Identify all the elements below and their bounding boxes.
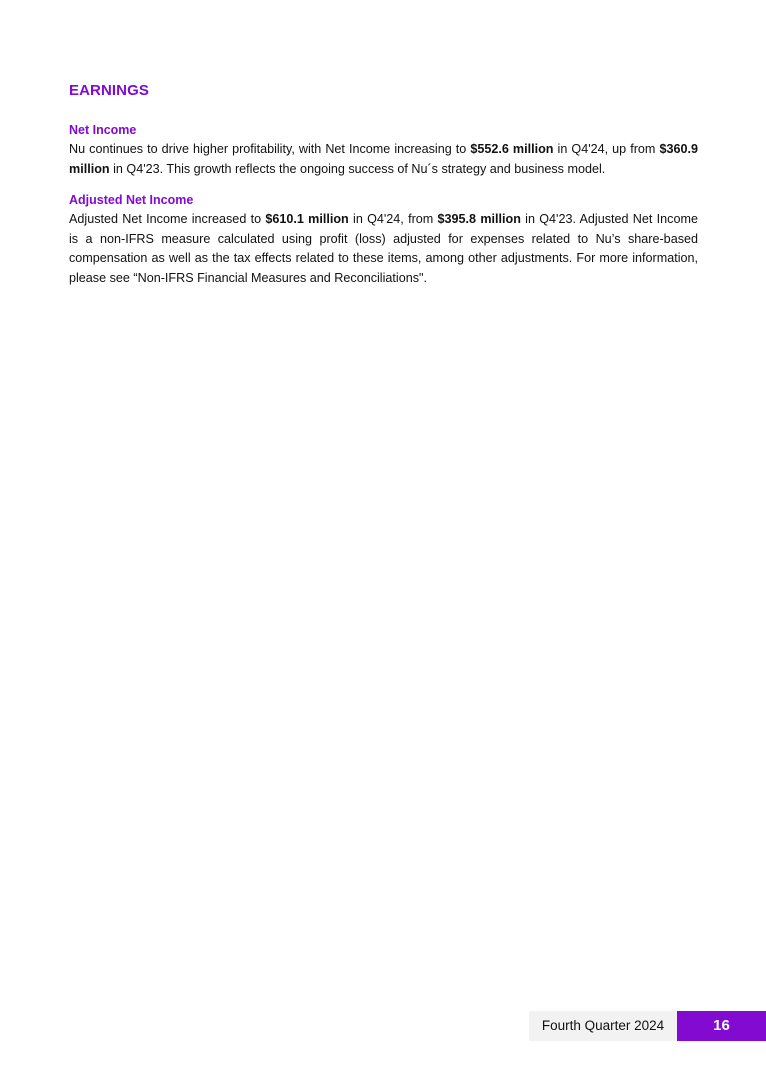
adjusted-net-income-q4-24-value: $610.1 million bbox=[265, 212, 349, 227]
page-content bbox=[69, 82, 698, 303]
adjusted-net-income-text-2: in Q4'24, from bbox=[348, 212, 438, 227]
adjusted-net-income-paragraph bbox=[69, 210, 698, 288]
footer-page-number: 16 bbox=[677, 1011, 766, 1041]
net-income-text-1: Nu continues to drive higher profitability, with Net Income increasing to bbox=[69, 142, 471, 156]
adjusted-net-income-heading: Adjusted Net Income bbox=[69, 193, 194, 208]
net-income-text-2: in Q4'24, up from bbox=[553, 142, 660, 156]
adjusted-net-income-text-3: in Q4'23. Adjusted Net Income is a non-IFRS measure calculated using profit (loss) adjusted for expenses related to Nu’s share-based compensation as well as the tax effects related to these items, among other adjustments. For more information, please see “Non-IFRS Financial Measures and Reconciliations". bbox=[69, 212, 698, 285]
section-title: EARNINGS bbox=[69, 82, 149, 99]
footer-report-label: Fourth Quarter 2024 bbox=[529, 1011, 677, 1041]
net-income-paragraph bbox=[69, 140, 698, 179]
adjusted-net-income-text-1: Adjusted Net Income increased to bbox=[69, 212, 266, 227]
net-income-text-3: in Q4'23. This growth reflects the ongoing success of Nu´s strategy and business model. bbox=[109, 161, 606, 176]
page-footer bbox=[529, 1011, 766, 1041]
net-income-q4-24-value: $552.6 million bbox=[470, 142, 554, 156]
adjusted-net-income-q4-23-value: $395.8 million bbox=[437, 212, 521, 227]
net-income-heading: Net Income bbox=[69, 123, 137, 137]
net-income-q4-23-value: $360.9 million bbox=[69, 142, 698, 176]
